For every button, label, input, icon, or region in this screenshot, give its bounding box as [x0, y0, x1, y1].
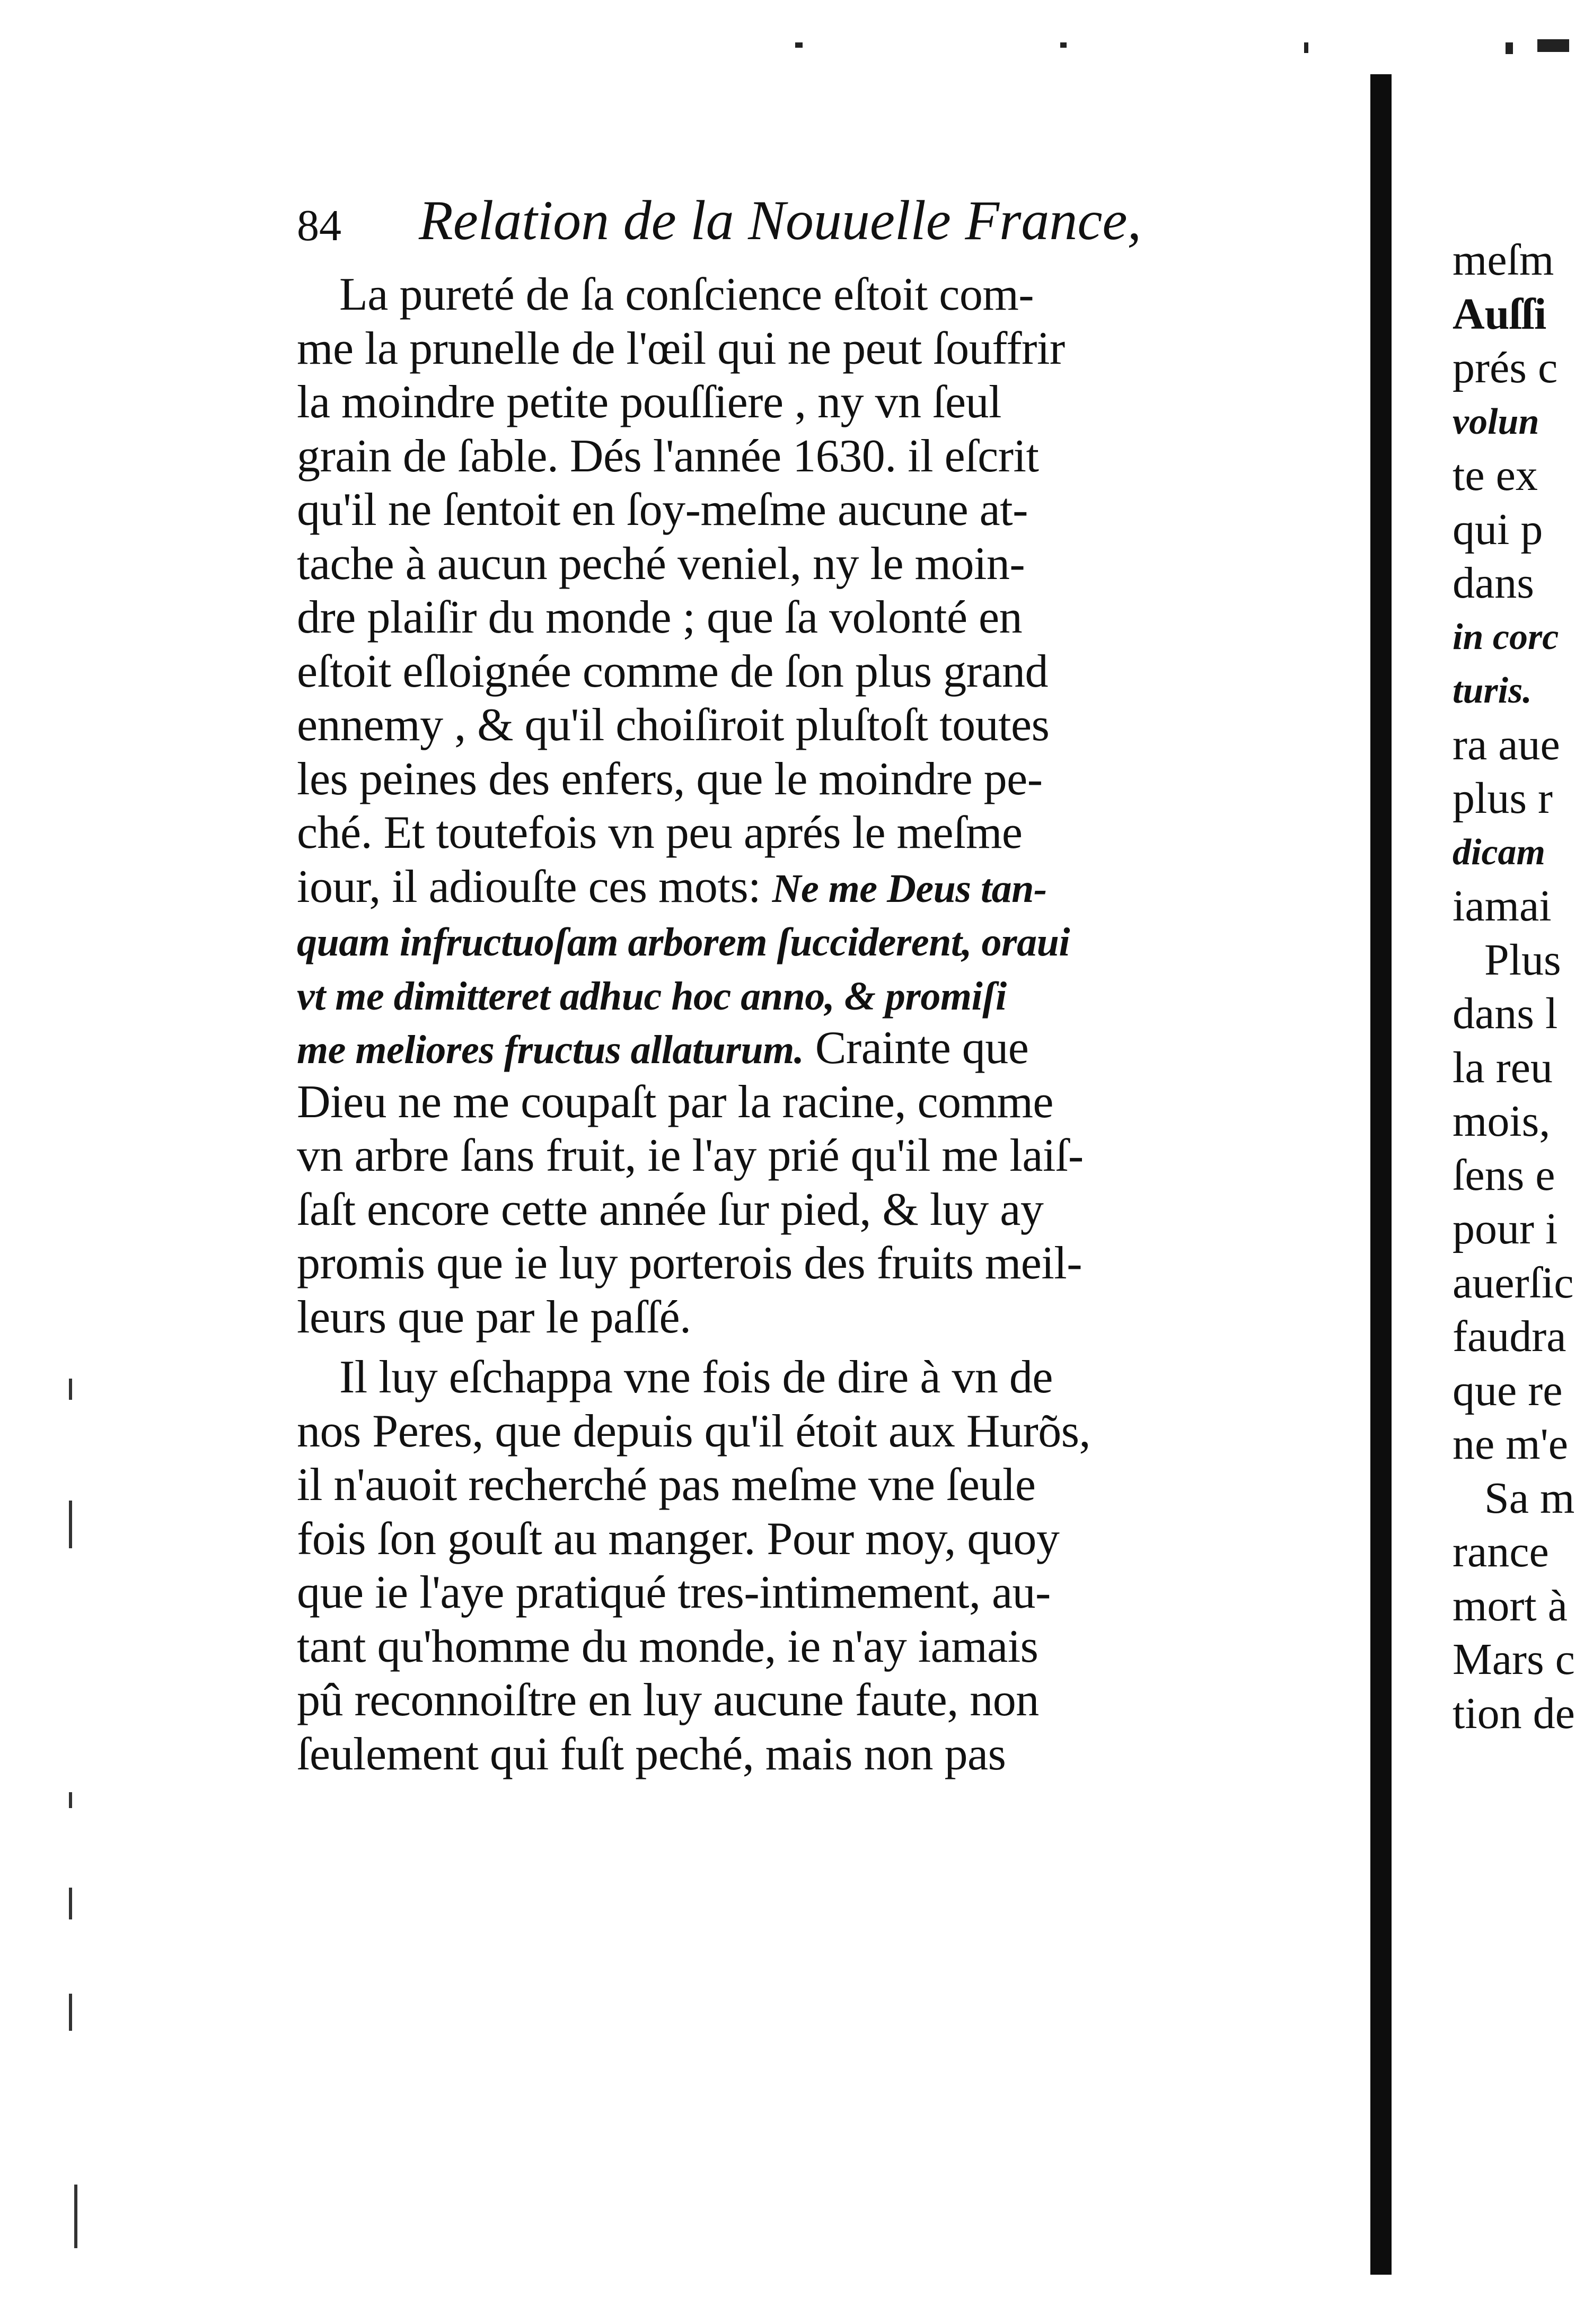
- text-line: [297, 1727, 1325, 1782]
- text-line: [297, 591, 1325, 645]
- text-line: [297, 968, 1325, 1022]
- running-head: [297, 188, 1325, 262]
- page-gutter: [1370, 74, 1392, 2275]
- text-line: [297, 429, 1325, 484]
- cropped-text-line: mois,: [1453, 1097, 1551, 1146]
- text-line: [297, 860, 1325, 914]
- cropped-text-line: faudra: [1453, 1312, 1566, 1361]
- text-line: [297, 806, 1325, 860]
- line-text: ſaſt encore cette année ſur pied, & luy ay: [297, 1183, 1044, 1235]
- text-line: [297, 1291, 1325, 1345]
- text-line: [297, 268, 1325, 322]
- line-text: iour, il adiouſte ces mots:: [297, 861, 772, 913]
- cropped-text-line: dicam: [1453, 831, 1545, 873]
- text-line: [297, 1566, 1325, 1620]
- latin-quote: vt me dimitteret adhuc hoc anno, & promiſi: [297, 974, 1007, 1019]
- top-edge-marks: [785, 37, 1593, 58]
- line-text: la moindre petite pouſſiere , ny vn ſeul: [297, 376, 1001, 428]
- line-text: Il luy eſchappa vne fois de dire à vn de: [339, 1352, 1053, 1403]
- text-line: [297, 483, 1325, 537]
- line-text: pû reconnoiſtre en luy aucune faute, non: [297, 1674, 1039, 1726]
- text-line: [297, 698, 1325, 752]
- running-title: Relation de la Nouuelle France,: [419, 189, 1141, 251]
- text-line: [297, 1021, 1325, 1075]
- line-text: qu'il ne ſentoit en ſoy-meſme aucune at-: [297, 484, 1028, 536]
- line-text: il n'auoit recherché pas meſme vne ſeule: [297, 1459, 1036, 1511]
- right-page-text-cropped: [1453, 233, 1593, 1740]
- line-text: tache à aucun peché veniel, ny le moin-: [297, 538, 1025, 590]
- cropped-text-line: rance: [1453, 1527, 1549, 1576]
- line-text: Crainte que: [804, 1022, 1029, 1074]
- left-page-text: [297, 268, 1325, 1781]
- line-text: fois ſon gouſt au manger. Pour moy, quoy: [297, 1513, 1060, 1565]
- text-line: [297, 1512, 1325, 1566]
- line-text: me la prunelle de l'œil qui ne peut ſouffrir: [297, 322, 1065, 374]
- cropped-text-line: in corc: [1453, 616, 1559, 657]
- text-line: [297, 537, 1325, 591]
- cropped-text-line: ne m'e: [1453, 1419, 1569, 1469]
- cropped-text-line: te ex: [1453, 451, 1538, 500]
- line-text: La pureté de ſa conſcience eſtoit com-: [339, 269, 1034, 320]
- cropped-text-line: pour i: [1453, 1204, 1558, 1253]
- text-line: [297, 1075, 1325, 1129]
- latin-quote: me meliores fructus allaturum.: [297, 1028, 804, 1072]
- text-line: [297, 752, 1325, 806]
- latin-quote: quam infructuoſam arborem ſucciderent, oraui: [297, 920, 1070, 964]
- text-line: [297, 1350, 1325, 1405]
- cropped-text-line: turis.: [1453, 670, 1532, 711]
- text-line: [297, 1673, 1325, 1727]
- cropped-text-line: prés c: [1453, 343, 1558, 392]
- line-text: vn arbre ſans fruit, ie l'ay prié qu'il me laiſ-: [297, 1130, 1084, 1181]
- line-text: promis que ie luy porterois des fruits meil-: [297, 1238, 1082, 1289]
- text-line: [297, 322, 1325, 376]
- line-text: ennemy , & qu'il choiſiroit pluſtoſt toutes: [297, 699, 1050, 751]
- text-line: [297, 1236, 1325, 1291]
- line-text: tant qu'homme du monde, ie n'ay iamais: [297, 1620, 1038, 1672]
- cropped-text-line: Plus: [1484, 935, 1561, 985]
- line-text: dre plaiſir du monde ; que ſa volonté en: [297, 592, 1023, 643]
- text-line: [297, 1620, 1325, 1674]
- text-line: [297, 645, 1325, 699]
- line-text: grain de ſable. Dés l'année 1630. il eſcrit: [297, 430, 1039, 482]
- cropped-text-line: dans: [1453, 558, 1534, 608]
- line-text: leurs que par le paſſé.: [297, 1291, 691, 1343]
- cropped-text-line: tion de: [1453, 1688, 1575, 1738]
- latin-quote: Ne me Deus tan-: [772, 866, 1047, 911]
- cropped-text-line: mort à: [1453, 1581, 1568, 1630]
- cropped-text-line: Mars c: [1453, 1635, 1575, 1684]
- cropped-text-line: qui p: [1453, 504, 1543, 554]
- cropped-text-line: Sa m: [1484, 1473, 1575, 1523]
- text-line: [297, 1405, 1325, 1459]
- cropped-text-line: plus r: [1453, 774, 1553, 823]
- text-line: [297, 914, 1325, 968]
- cropped-text-line: volun: [1453, 401, 1539, 442]
- cropped-text-line: dans l: [1453, 989, 1558, 1038]
- line-text: nos Peres, que depuis qu'il étoit aux Hurõs,: [297, 1405, 1090, 1457]
- text-line: [297, 1458, 1325, 1512]
- line-text: que ie l'aye pratiqué tres-intimement, au-: [297, 1567, 1051, 1618]
- cropped-text-line: iamai: [1453, 881, 1552, 931]
- cropped-text-line: meſm: [1453, 235, 1554, 285]
- cropped-text-line: Auſſi: [1453, 289, 1547, 339]
- line-text: les peines des enfers, que le moindre pe-: [297, 753, 1043, 805]
- cropped-text-line: ra aue: [1453, 720, 1560, 769]
- text-line: [297, 1129, 1325, 1183]
- cropped-text-line: que re: [1453, 1365, 1563, 1415]
- line-text: eſtoit eſloignée comme de ſon plus grand: [297, 645, 1048, 697]
- text-line: [297, 375, 1325, 429]
- line-text: Dieu ne me coupaſt par la racine, comme: [297, 1076, 1053, 1128]
- cropped-text-line: la reu: [1453, 1042, 1553, 1092]
- cropped-text-line: ſens e: [1453, 1150, 1555, 1200]
- line-text: ché. Et toutefois vn peu aprés le meſme: [297, 807, 1023, 858]
- cropped-text-line: auerſic: [1453, 1258, 1574, 1308]
- text-line: [297, 1183, 1325, 1237]
- line-text: ſeulement qui fuſt peché, mais non pas: [297, 1728, 1006, 1780]
- page-number: 84: [297, 201, 341, 250]
